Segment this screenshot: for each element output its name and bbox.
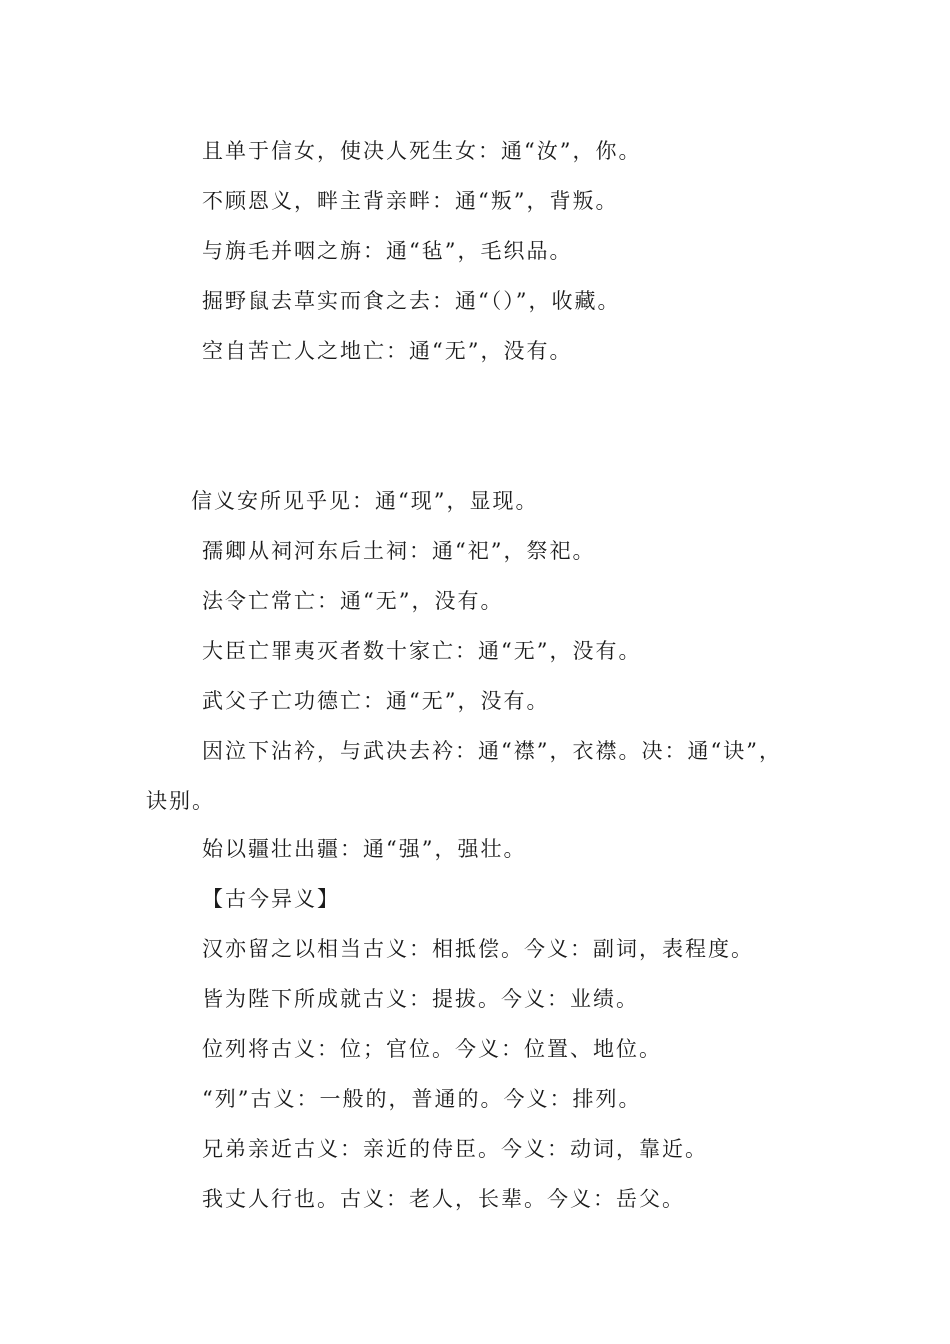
text-line: 始以疆壮出疆：通“强”，强壮。 [202,837,527,861]
text-line: 皆为陛下所成就古义：提拔。今义：业绩。 [202,987,639,1011]
section-heading: 【古今异义】 [202,887,340,911]
text-line: 汉亦留之以相当古义：相抵偿。今义：副词，表程度。 [202,937,754,961]
text-line: 法令亡常亡：通“无”，没有。 [202,589,504,613]
text-line: “列”古义：一般的，普通的。今义：排列。 [202,1087,642,1111]
text-line: 我丈人行也。古义：老人，长辈。今义：岳父。 [202,1187,685,1211]
text-line: 掘野鼠去草实而食之去：通“（）”，收藏。 [202,289,621,313]
text-line: 孺卿从祠河东后土祠：通“祀”，祭祀。 [202,539,596,563]
text-line: 与旃毛并咽之旃：通“毡”，毛织品。 [202,239,573,263]
text-line: 因泣下沾衿，与武决去衿：通“襟”，衣襟。决：通“诀”， [202,739,782,763]
text-line: 不顾恩义，畔主背亲畔：通“叛”，背叛。 [202,189,619,213]
text-line: 武父子亡功德亡：通“无”，没有。 [202,689,550,713]
text-line: 兄弟亲近古义：亲近的侍臣。今义：动词，靠近。 [202,1137,708,1161]
text-line: 位列将古义：位；官位。今义：位置、地位。 [202,1037,662,1061]
text-line: 空自苦亡人之地亡：通“无”，没有。 [202,339,573,363]
text-line: 诀别。 [146,789,215,813]
text-line: 且单于信女，使决人死生女：通“汝”，你。 [202,139,642,163]
text-line: 信义安所见乎见：通“现”，显现。 [191,489,539,513]
text-line: 大臣亡罪夷灭者数十家亡：通“无”，没有。 [202,639,642,663]
